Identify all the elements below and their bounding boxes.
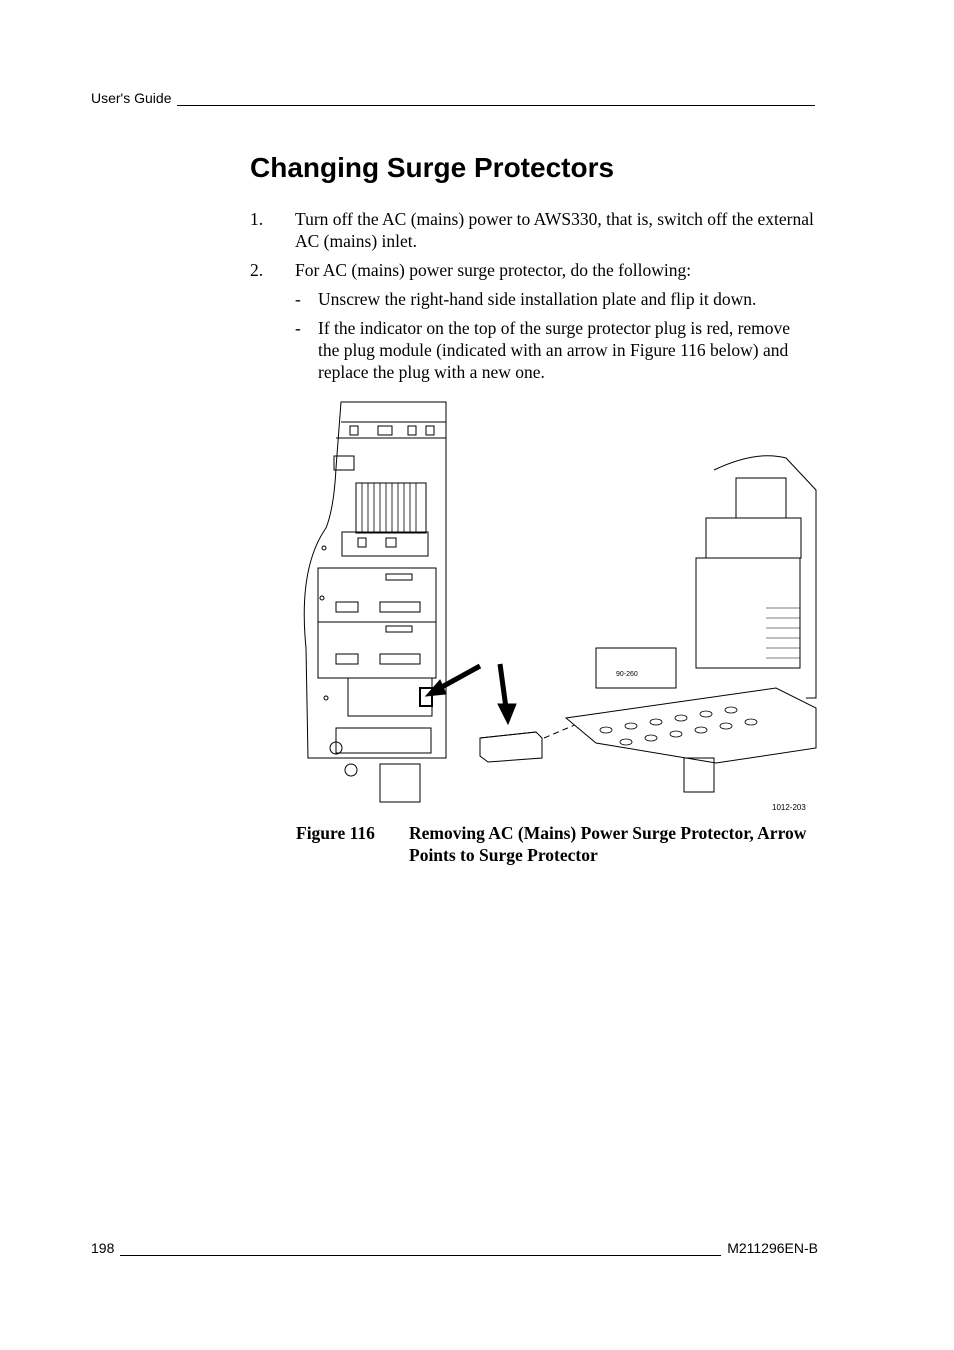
section-title: Changing Surge Protectors: [250, 152, 615, 183]
substep-dash: -: [295, 289, 301, 309]
header-label: User's Guide: [91, 90, 172, 106]
figure-caption: [296, 822, 818, 866]
surge-protector-illustration: [296, 398, 818, 812]
substep-text: Unscrew the right-hand side installation plate and flip it down.: [318, 289, 757, 309]
page-header: [91, 90, 815, 106]
figure-caption-text: Removing AC (Mains) Power Surge Protector, Arrow Points to Surge Protector: [409, 823, 807, 865]
step-2: [250, 259, 815, 383]
step-number: 1.: [250, 209, 264, 229]
step-number: 2.: [250, 260, 264, 280]
figure-code: 1012-203: [772, 803, 806, 812]
procedure-steps: [250, 208, 815, 390]
substep-dash: -: [295, 318, 301, 338]
page-footer: [91, 1240, 818, 1256]
substep-text: If the indicator on the top of the surge protector plug is red, remove the plug module (indicated with an arrow in Figure 116 below) and replace the plug with a new one.: [318, 318, 791, 382]
step-text: Turn off the AC (mains) power to AWS330, that is, switch off the external AC (mains) inlet.: [295, 209, 814, 251]
header-rule: [177, 91, 815, 106]
page-number: 198: [91, 1240, 115, 1256]
figure-label: Figure 116: [296, 823, 375, 843]
cabinet-side-view: [566, 456, 816, 792]
document-id: M211296EN-B: [727, 1240, 818, 1256]
pointer-arrows: [426, 664, 516, 724]
step-text: For AC (mains) power surge protector, do the following:: [295, 260, 692, 280]
step-1: [250, 208, 815, 252]
panel-label: 90-260: [616, 671, 638, 678]
footer-rule: [120, 1241, 721, 1256]
substep-1: [295, 288, 815, 310]
substep-2: [295, 317, 815, 383]
cabinet-front-view: [304, 402, 446, 802]
